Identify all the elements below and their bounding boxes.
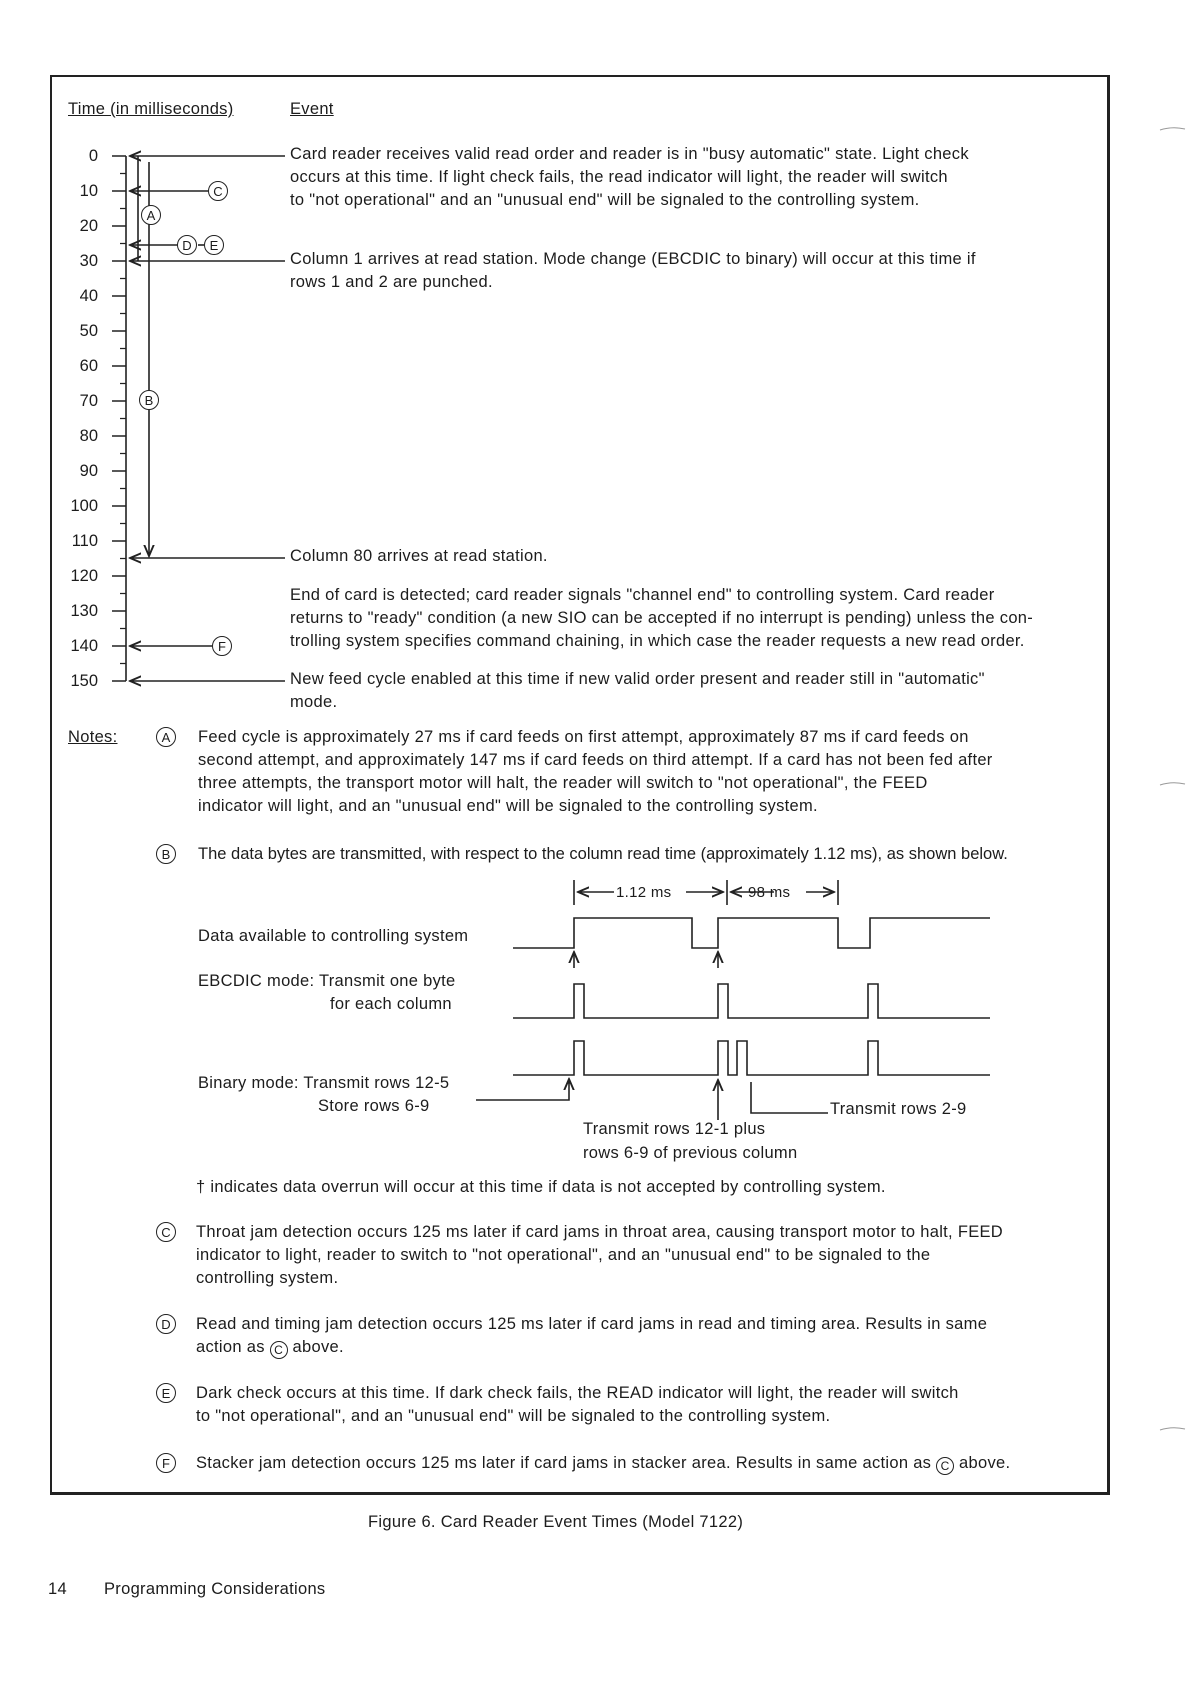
marker-a: A	[141, 205, 161, 225]
event-text: returns to "ready" condition (a new SIO can be accepted if no interrupt is pending) unless the con-	[290, 609, 1034, 627]
notes-label: Notes:	[68, 728, 118, 746]
tick-label: 100	[70, 497, 98, 515]
binary-label-1: Binary mode: Transmit rows 12-5	[198, 1074, 450, 1092]
note-text-part: Stacker jam detection occurs 125 ms later if card jams in stacker area. Results in same action as	[196, 1454, 932, 1472]
dagger-icon: †	[196, 1178, 206, 1196]
note-b-letter: B	[156, 844, 176, 864]
data-available-label: Data available to controlling system	[198, 927, 469, 945]
event-0	[290, 143, 969, 212]
event-text: to "not operational" and an "unusual end" will be signaled to the controlling system.	[290, 191, 920, 209]
event-text: mode.	[290, 693, 338, 711]
tick-label: 30	[79, 252, 98, 270]
dim-label-2: 98 ms	[748, 884, 791, 901]
note-c-letter: C	[156, 1222, 176, 1242]
note-a	[198, 726, 993, 818]
marker-d: D	[177, 235, 197, 255]
rows121-label-1: Transmit rows 12-1 plus	[583, 1120, 766, 1138]
marker-f: F	[212, 636, 232, 656]
event-30	[290, 248, 976, 294]
event-text: rows 1 and 2 are punched.	[290, 273, 493, 291]
event-150	[290, 668, 985, 714]
note-text: Throat jam detection occurs 125 ms later if card jams in throat area, causing transport motor to halt, FEED	[196, 1223, 1004, 1241]
rows29-label: Transmit rows 2-9	[830, 1100, 967, 1118]
note-text-part: above.	[959, 1454, 1011, 1472]
note-text-part: action as	[196, 1338, 265, 1356]
figure-caption: Figure 6. Card Reader Event Times (Model 7122)	[368, 1513, 744, 1531]
event-text: New feed cycle enabled at this time if new valid order present and reader still in "automatic"	[290, 670, 985, 688]
tick-label: 20	[79, 217, 98, 235]
note-c	[196, 1221, 1003, 1290]
event-text: Card reader receives valid read order and reader is in "busy automatic" state. Light check	[290, 145, 969, 163]
tick-label: 130	[70, 602, 98, 620]
event-text: trolling system specifies command chaining, in which case the reader requests a new read order.	[290, 632, 1025, 650]
section-title: Programming Considerations	[104, 1580, 326, 1598]
tick-label: 80	[79, 427, 98, 445]
marker-e: E	[204, 235, 224, 255]
rows29-leader	[751, 1082, 828, 1113]
note-d	[196, 1313, 987, 1359]
note-text: Feed cycle is approximately 27 ms if card feeds on first attempt, approximately 87 ms if card feeds on	[198, 728, 969, 746]
note-a-letter: A	[156, 727, 176, 747]
note-text: to "not operational", and an "unusual end" will be signaled to the controlling system.	[196, 1407, 831, 1425]
marker-b: B	[139, 390, 159, 410]
note-b	[198, 843, 1008, 866]
note-text: three attempts, the transport motor will halt, the reader will switch to "not operational", the FEED	[198, 774, 928, 792]
ebcdic-label-2: for each column	[330, 995, 452, 1013]
tick-label: 70	[79, 392, 98, 410]
overrun-note	[196, 1176, 886, 1199]
tick-label: 60	[79, 357, 98, 375]
tick-label: 0	[88, 147, 98, 165]
minor-ticks	[120, 174, 126, 664]
tick-label: 120	[70, 567, 98, 585]
note-e	[196, 1382, 959, 1428]
event-text: End of card is detected; card reader signals "channel end" to controlling system. Card reader	[290, 586, 995, 604]
note-text	[196, 1336, 987, 1359]
wave-binary	[513, 1041, 990, 1075]
wave-ebcdic	[513, 984, 990, 1018]
event-text: occurs at this time. If light check fails, the read indicator will light, the reader will switch	[290, 168, 948, 186]
note-d-letter: D	[156, 1314, 176, 1334]
tick-label: 150	[70, 672, 98, 690]
binary-leader	[476, 1082, 569, 1100]
note-text: second attempt, and approximately 147 ms if card feeds on third attempt. If a card has not been fed after	[198, 751, 993, 769]
time-column-header: Time (in milliseconds)	[68, 100, 234, 118]
note-f-letter: F	[156, 1453, 176, 1473]
note-text: Dark check occurs at this time. If dark check fails, the READ indicator will light, the reader will switch	[196, 1384, 959, 1402]
event-130	[290, 584, 1033, 653]
note-text: Read and timing jam detection occurs 125 ms later if card jams in read and timing area. Results in same	[196, 1315, 988, 1333]
note-text-part: above.	[292, 1338, 344, 1356]
tick-label: 10	[79, 182, 98, 200]
ref-c-icon: C	[270, 1341, 288, 1359]
page-number: 14	[48, 1580, 67, 1598]
dim-label-1: 1.12 ms	[616, 884, 672, 901]
tick-label: 40	[79, 287, 98, 305]
event-115	[290, 545, 548, 568]
marker-c: C	[208, 181, 228, 201]
wave-data-available	[513, 918, 990, 948]
note-text: indicator will light, and an "unusual end" will be signaled to the controlling system.	[198, 797, 818, 815]
note-e-letter: E	[156, 1383, 176, 1403]
note-f	[196, 1452, 1010, 1475]
note-text: controlling system.	[196, 1269, 339, 1287]
event-text: Column 1 arrives at read station. Mode change (EBCDIC to binary) will occur at this time if	[290, 250, 976, 268]
tick-label: 140	[70, 637, 98, 655]
ebcdic-label-1: EBCDIC mode: Transmit one byte	[198, 972, 456, 990]
overrun-text: indicates data overrun will occur at this time if data is not accepted by controlling system.	[210, 1178, 886, 1196]
tick-label: 90	[79, 462, 98, 480]
event-text: Column 80 arrives at read station.	[290, 547, 548, 565]
rows121-label-2: rows 6-9 of previous column	[583, 1144, 798, 1162]
note-text: The data bytes are transmitted, with respect to the column read time (approximately 1.12 ms), as shown below.	[198, 845, 1008, 863]
binary-label-2: Store rows 6-9	[318, 1097, 430, 1115]
note-text: indicator to light, reader to switch to "not operational", and an "unusual end" to be signaled to the	[196, 1246, 931, 1264]
event-column-header: Event	[290, 100, 334, 118]
tick-label: 50	[79, 322, 98, 340]
tick-label: 110	[71, 532, 98, 550]
ref-c-icon: C	[936, 1457, 954, 1475]
